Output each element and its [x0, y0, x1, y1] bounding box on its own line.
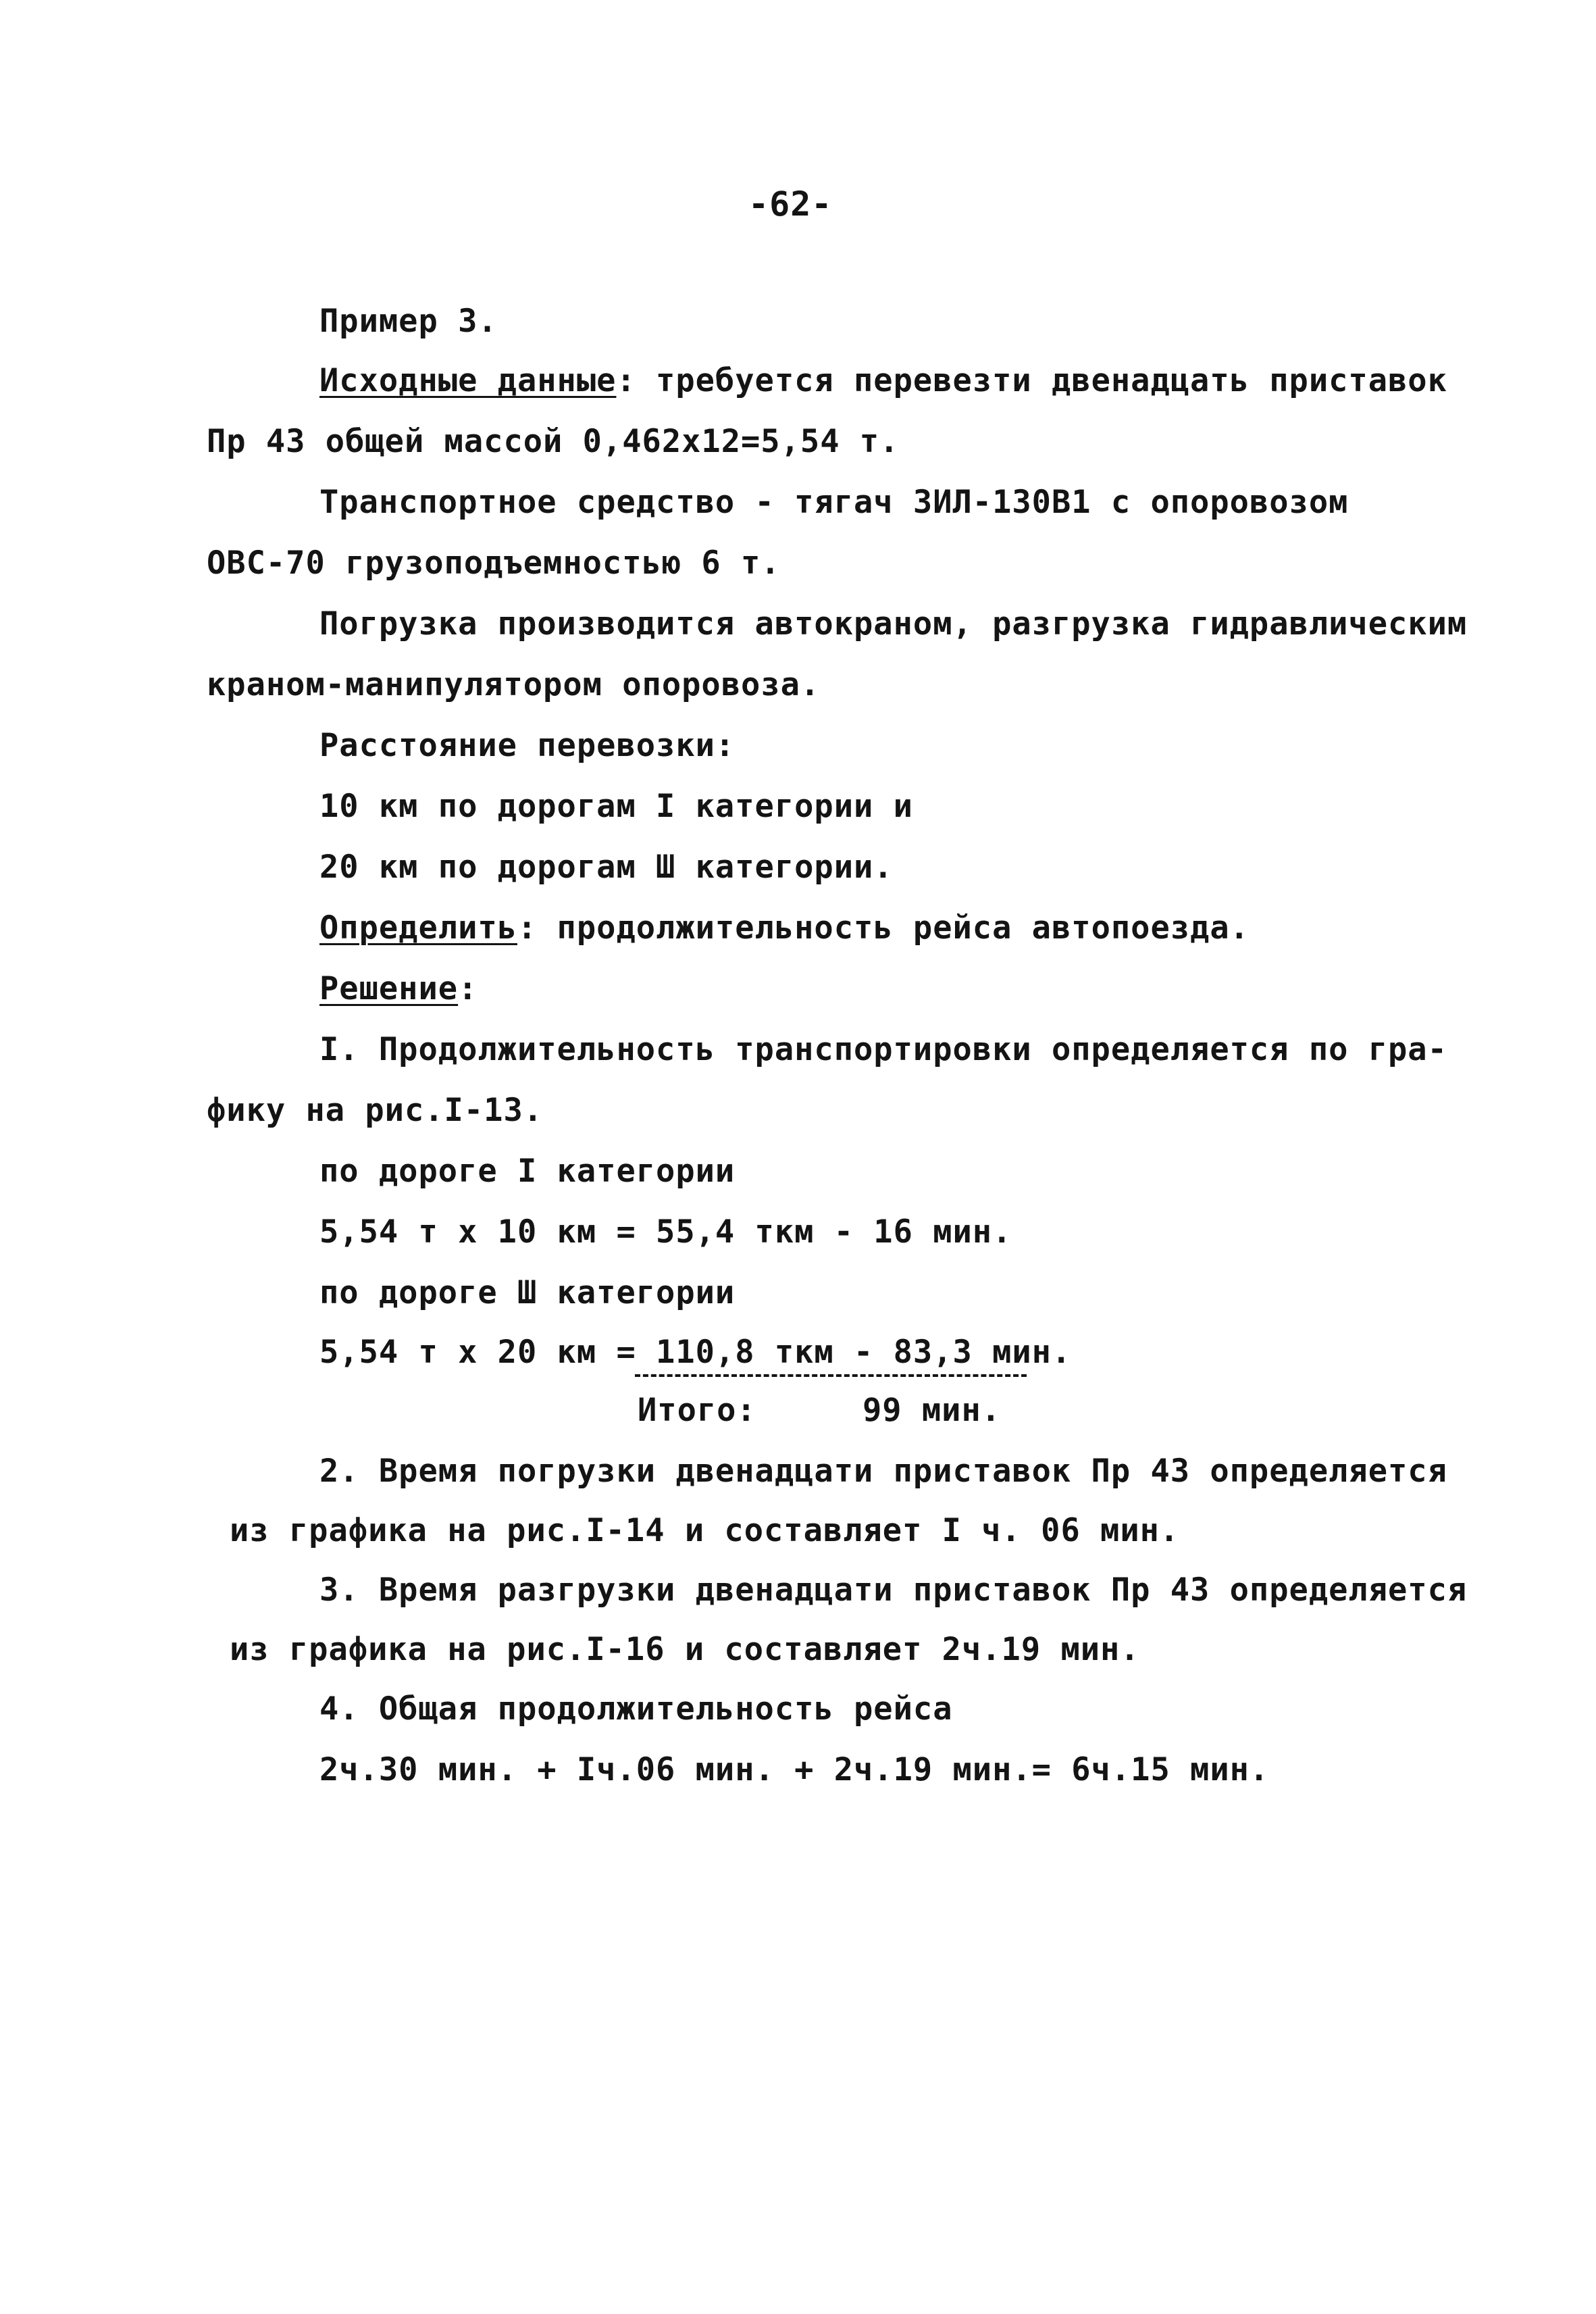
distance-line-2: 20 км по дорогам Ш категории. — [319, 849, 894, 886]
road3-calc-result: 110,8 ткм - 83,3 мин. — [656, 1334, 1072, 1371]
step3-line-1: 3. Время разгрузки двенадцати приставок Пр 43 определяется — [319, 1571, 1468, 1609]
transport-line-1: Транспортное средство - тягач ЗИЛ-130В1 с опоровозом — [319, 484, 1349, 521]
road3-calculation — [319, 1332, 1071, 1373]
total-label: Итого: — [638, 1392, 756, 1429]
total-value: 99 мин. — [863, 1392, 1002, 1429]
source-data-label: Исходные данные — [319, 362, 617, 399]
source-data-line-1 — [319, 361, 1447, 401]
sum-rule — [635, 1374, 1027, 1377]
loading-line-1: Погрузка производится автокраном, разгрузка гидравлическим — [319, 605, 1468, 643]
solution-label: Решение — [319, 970, 459, 1007]
transport-line-2: ОВС-70 грузоподъемностью 6 т. — [207, 545, 781, 582]
road3-heading: по дороге Ш категории — [319, 1274, 736, 1311]
determine-line — [319, 908, 1250, 949]
step2-line-1: 2. Время погрузки двенадцати приставок Пр 43 определяется — [319, 1453, 1447, 1490]
road1-heading: по дороге I категории — [319, 1153, 736, 1190]
example-title: Пример 3. — [319, 303, 498, 340]
distance-heading: Расстояние перевозки: — [319, 727, 736, 764]
road3-calc-prefix: 5,54 т х 20 км = — [319, 1334, 657, 1371]
solution-colon: : — [458, 970, 478, 1007]
road1-calculation: 5,54 т х 10 км = 55,4 ткм - 16 мин. — [319, 1213, 1012, 1251]
loading-line-2: краном-манипулятором опоровоза. — [207, 666, 821, 703]
source-data-line-2: Пр 43 общей массой 0,462х12=5,54 т. — [207, 423, 900, 460]
step2-line-2: из графика на рис.I-14 и составляет I ч. 06 мин. — [230, 1512, 1180, 1549]
step4-line-2: 2ч.30 мин. + Iч.06 мин. + 2ч.19 мин.= 6ч.15 мин. — [319, 1751, 1270, 1788]
step1-line-2: фику на рис.I-13. — [207, 1092, 544, 1129]
distance-line-1: 10 км по дорогам I категории и — [319, 788, 913, 825]
step3-line-2: из графика на рис.I-16 и составляет 2ч.19 мин. — [230, 1631, 1140, 1668]
step4-line-1: 4. Общая продолжительность рейса — [319, 1690, 953, 1728]
determine-label: Определить — [319, 909, 517, 947]
step1-line-1: I. Продолжительность транспортировки определяется по гра- — [319, 1031, 1447, 1068]
source-data-text: : требуется перевезти двенадцать приставок — [616, 362, 1447, 399]
page-number: -62- — [748, 184, 833, 224]
determine-text: : продолжительность рейса автопоезда. — [517, 909, 1250, 947]
solution-heading — [319, 969, 478, 1009]
